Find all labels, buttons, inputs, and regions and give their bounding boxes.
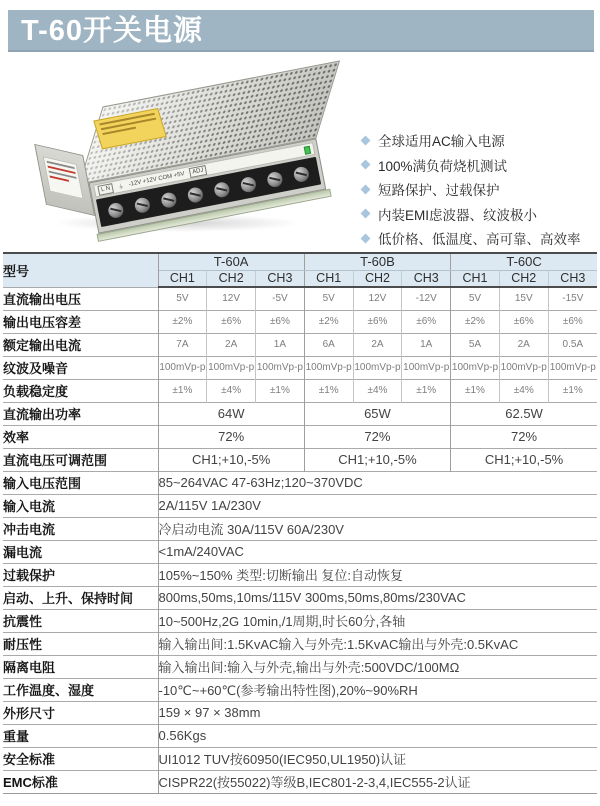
spec-row-label: 耐压性 bbox=[3, 632, 158, 655]
psu-spec-label bbox=[43, 156, 84, 199]
spec-value: 159 × 97 × 38mm bbox=[158, 701, 597, 724]
spec-channel-value: 100mVp-p bbox=[499, 356, 548, 379]
spec-model-value: 72% bbox=[158, 425, 304, 448]
spec-row bbox=[3, 494, 597, 517]
terminal-screw bbox=[107, 201, 125, 219]
feature-item bbox=[360, 179, 596, 199]
spec-channel-value: -5V bbox=[256, 287, 305, 310]
terminal-screw bbox=[133, 196, 151, 214]
spec-row-label: 输入电压范围 bbox=[3, 471, 158, 494]
model-header-row bbox=[3, 253, 597, 270]
spec-channel-value: 12V bbox=[353, 287, 402, 310]
spec-channel-value: 2A bbox=[353, 333, 402, 356]
spec-channel-value: ±6% bbox=[402, 310, 451, 333]
diamond-bullet-icon bbox=[361, 233, 371, 243]
spec-value: 输入输出间:1.5KvAC输入与外壳:1.5KvAC输出与外壳:0.5KvAC bbox=[158, 632, 597, 655]
spec-row bbox=[3, 609, 597, 632]
spec-row bbox=[3, 356, 597, 379]
spec-row bbox=[3, 425, 597, 448]
spec-channel-value: 0.5A bbox=[548, 333, 597, 356]
spec-channel-value: 6A bbox=[304, 333, 353, 356]
spec-row-label: 额定输出电流 bbox=[3, 333, 158, 356]
terminal-screw bbox=[213, 181, 231, 199]
spec-row bbox=[3, 310, 597, 333]
spec-channel-value: ±4% bbox=[353, 379, 402, 402]
feature-item bbox=[360, 130, 596, 150]
spec-channel-value: 2A bbox=[499, 333, 548, 356]
channel-header: CH3 bbox=[402, 270, 451, 287]
terminal-label-adj: ADJ bbox=[188, 164, 207, 177]
channel-header: CH2 bbox=[353, 270, 402, 287]
spec-table bbox=[3, 252, 597, 794]
terminal-screw bbox=[266, 170, 284, 188]
feature-text: 全球适用AC输入电源 bbox=[378, 134, 505, 149]
spec-channel-value: 100mVp-p bbox=[353, 356, 402, 379]
channel-header: CH3 bbox=[548, 270, 597, 287]
spec-row-label: 直流输出电压 bbox=[3, 287, 158, 310]
spec-row bbox=[3, 402, 597, 425]
spec-model-value: 72% bbox=[304, 425, 450, 448]
feature-text: 短路保护、过载保护 bbox=[378, 183, 500, 198]
channel-header: CH3 bbox=[256, 270, 305, 287]
spec-row-label: 输出电压容差 bbox=[3, 310, 158, 333]
terminal-label-ln: L N bbox=[97, 183, 114, 196]
spec-row-label: EMC标准 bbox=[3, 770, 158, 793]
spec-row bbox=[3, 724, 597, 747]
terminal-screw bbox=[293, 165, 311, 183]
spec-channel-value: 5V bbox=[451, 287, 500, 310]
feature-text: 100%满负荷烧机测试 bbox=[378, 158, 508, 174]
spec-channel-value: ±6% bbox=[548, 310, 597, 333]
terminal-screw bbox=[240, 175, 258, 193]
spec-channel-value: -12V bbox=[402, 287, 451, 310]
spec-channel-value: ±1% bbox=[451, 379, 500, 402]
spec-value: 10~500Hz,2G 10min,/1周期,时长60分,各轴 bbox=[158, 609, 597, 632]
feature-list bbox=[360, 130, 596, 253]
spec-channel-value: 1A bbox=[402, 333, 451, 356]
spec-channel-value: ±2% bbox=[158, 310, 207, 333]
spec-row bbox=[3, 471, 597, 494]
terminal-screw bbox=[186, 186, 204, 204]
spec-value: 输入输出间:输入与外壳,输出与外壳:500VDC/100MΩ bbox=[158, 655, 597, 678]
feature-item bbox=[360, 155, 596, 175]
spec-model-value: 72% bbox=[451, 425, 597, 448]
spec-row bbox=[3, 678, 597, 701]
spec-table-wrap bbox=[3, 252, 597, 794]
channel-header: CH1 bbox=[158, 270, 207, 287]
model-header: T-60B bbox=[304, 253, 450, 270]
spec-row-label: 抗震性 bbox=[3, 609, 158, 632]
channel-header: CH1 bbox=[304, 270, 353, 287]
spec-row bbox=[3, 379, 597, 402]
spec-row bbox=[3, 632, 597, 655]
spec-row-label: 效率 bbox=[3, 425, 158, 448]
spec-row-label: 负载稳定度 bbox=[3, 379, 158, 402]
psu-end-panel bbox=[34, 144, 95, 216]
channel-header: CH1 bbox=[451, 270, 500, 287]
spec-channel-value: 100mVp-p bbox=[207, 356, 256, 379]
spec-row bbox=[3, 540, 597, 563]
spec-row-label: 启动、上升、保持时间 bbox=[3, 586, 158, 609]
spec-model-value: 65W bbox=[304, 402, 450, 425]
spec-channel-value: -15V bbox=[548, 287, 597, 310]
spec-value: 105%~150% 类型:切断输出 复位:自动恢复 bbox=[158, 563, 597, 586]
spec-row bbox=[3, 586, 597, 609]
spec-channel-value: 5V bbox=[304, 287, 353, 310]
channel-header: CH2 bbox=[207, 270, 256, 287]
diamond-bullet-icon bbox=[361, 184, 371, 194]
feature-item bbox=[360, 228, 596, 248]
spec-value: 800ms,50ms,10ms/115V 300ms,50ms,80ms/230VAC bbox=[158, 586, 597, 609]
spec-row-label: 输入电流 bbox=[3, 494, 158, 517]
spec-channel-value: 5V bbox=[158, 287, 207, 310]
spec-row-label: 漏电流 bbox=[3, 540, 158, 563]
spec-model-value: 62.5W bbox=[451, 402, 597, 425]
spec-row bbox=[3, 747, 597, 770]
spec-row bbox=[3, 517, 597, 540]
spec-row bbox=[3, 448, 597, 471]
spec-row-label: 外形尺寸 bbox=[3, 701, 158, 724]
spec-row-label: 直流电压可调范围 bbox=[3, 448, 158, 471]
spec-row bbox=[3, 563, 597, 586]
spec-row-label: 工作温度、湿度 bbox=[3, 678, 158, 701]
spec-channel-value: 100mVp-p bbox=[304, 356, 353, 379]
spec-value: CISPR22(按55022)等级B,IEC801-2-3,4,IEC555-2认证 bbox=[158, 770, 597, 793]
page-title: T-60开关电源 bbox=[8, 10, 594, 52]
spec-row-label: 隔离电阻 bbox=[3, 655, 158, 678]
spec-channel-value: ±4% bbox=[207, 379, 256, 402]
spec-value: 0.56Kgs bbox=[158, 724, 597, 747]
ground-icon: ⏚ bbox=[117, 183, 125, 192]
diamond-bullet-icon bbox=[361, 135, 371, 145]
spec-channel-value: ±2% bbox=[304, 310, 353, 333]
spec-channel-value: 100mVp-p bbox=[451, 356, 500, 379]
spec-row-label: 重量 bbox=[3, 724, 158, 747]
spec-row bbox=[3, 655, 597, 678]
spec-channel-value: 100mVp-p bbox=[256, 356, 305, 379]
spec-row bbox=[3, 770, 597, 793]
spec-model-value: CH1;+10,-5% bbox=[158, 448, 304, 471]
spec-channel-value: 100mVp-p bbox=[402, 356, 451, 379]
terminal-screw bbox=[160, 191, 178, 209]
spec-channel-value: 12V bbox=[207, 287, 256, 310]
feature-item bbox=[360, 204, 596, 224]
diamond-bullet-icon bbox=[361, 160, 371, 170]
spec-channel-value: ±6% bbox=[499, 310, 548, 333]
spec-channel-value: ±1% bbox=[304, 379, 353, 402]
spec-row-label: 过载保护 bbox=[3, 563, 158, 586]
spec-channel-value: ±6% bbox=[207, 310, 256, 333]
spec-channel-value: ±1% bbox=[548, 379, 597, 402]
spec-value: 85~264VAC 47-63Hz;120~370VDC bbox=[158, 471, 597, 494]
spec-row bbox=[3, 287, 597, 310]
spec-channel-value: ±6% bbox=[256, 310, 305, 333]
spec-channel-value: ±1% bbox=[256, 379, 305, 402]
spec-value: 冷启动电流 30A/115V 60A/230V bbox=[158, 517, 597, 540]
spec-value: -10℃~+60℃(参考输出特性图),20%~90%RH bbox=[158, 678, 597, 701]
spec-model-value: CH1;+10,-5% bbox=[304, 448, 450, 471]
model-header: T-60C bbox=[451, 253, 597, 270]
diamond-bullet-icon bbox=[361, 209, 371, 219]
spec-row-label: 直流输出功率 bbox=[3, 402, 158, 425]
feature-text: 内装EMI虑波器、纹波极小 bbox=[378, 207, 538, 223]
feature-text: 低价格、低温度、高可靠、高效率 bbox=[378, 232, 581, 247]
spec-value: UI1012 TUV按60950(IEC950,UL1950)认证 bbox=[158, 747, 597, 770]
spec-channel-value: 2A bbox=[207, 333, 256, 356]
spec-channel-value: ±6% bbox=[353, 310, 402, 333]
spec-channel-value: 7A bbox=[158, 333, 207, 356]
spec-value: <1mA/240VAC bbox=[158, 540, 597, 563]
spec-channel-value: 1A bbox=[256, 333, 305, 356]
spec-channel-value: 100mVp-p bbox=[158, 356, 207, 379]
spec-channel-value: 15V bbox=[499, 287, 548, 310]
product-photo bbox=[22, 76, 352, 248]
channel-header: CH2 bbox=[499, 270, 548, 287]
spec-model-value: CH1;+10,-5% bbox=[451, 448, 597, 471]
spec-channel-value: 100mVp-p bbox=[548, 356, 597, 379]
spec-row-label: 冲击电流 bbox=[3, 517, 158, 540]
spec-row-label: 安全标准 bbox=[3, 747, 158, 770]
terminal-label-voltages: -12V +12V COM +5V bbox=[128, 170, 186, 188]
spec-channel-value: ±1% bbox=[158, 379, 207, 402]
spec-channel-value: ±2% bbox=[451, 310, 500, 333]
spec-model-value: 64W bbox=[158, 402, 304, 425]
spec-channel-value: ±4% bbox=[499, 379, 548, 402]
spec-channel-value: ±1% bbox=[402, 379, 451, 402]
corner-label: 型号 bbox=[3, 253, 158, 287]
spec-channel-value: 5A bbox=[451, 333, 500, 356]
model-header: T-60A bbox=[158, 253, 304, 270]
spec-row bbox=[3, 333, 597, 356]
spec-row bbox=[3, 701, 597, 724]
power-led bbox=[304, 145, 311, 154]
spec-row-label: 纹波及噪音 bbox=[3, 356, 158, 379]
spec-value: 2A/115V 1A/230V bbox=[158, 494, 597, 517]
